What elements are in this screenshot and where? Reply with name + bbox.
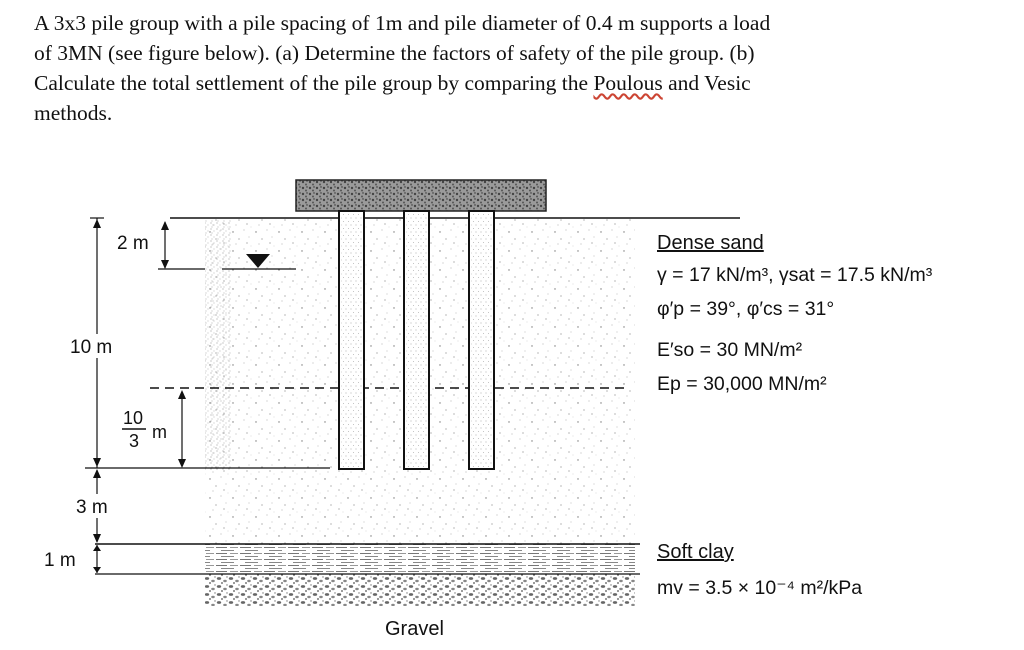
dimension-label-10m: 10 m — [70, 337, 113, 358]
arrowhead-icon — [178, 390, 186, 399]
dimension-label-3m: 3 m — [76, 497, 108, 518]
pile-cap — [296, 180, 546, 211]
arrowhead-icon — [93, 567, 101, 573]
dense-sand-title: Dense sand — [657, 232, 764, 254]
arrowhead-icon — [93, 534, 101, 543]
arrowhead-icon — [93, 219, 101, 228]
arrowhead-icon — [178, 459, 186, 468]
dense-sand-friction-angles: φ′p = 39°, φ′cs = 31° — [657, 298, 835, 320]
dense-sand-texture-strip — [205, 220, 231, 470]
dimension-label-2m: 2 m — [117, 233, 149, 254]
fraction-unit: m — [152, 422, 167, 442]
problem-line-2: of 3MN (see figure below). (a) Determine the factors of safety of the pile group. (b) — [34, 41, 755, 65]
fraction-denominator: 3 — [129, 431, 140, 451]
spellcheck-flagged-word: Poulous — [593, 71, 663, 95]
pile-elastic-modulus: Ep = 30,000 MN/m² — [657, 373, 827, 395]
soft-clay-compressibility: mv = 3.5 × 10⁻⁴ m²/kPa — [657, 577, 863, 599]
gravel-label: Gravel — [385, 618, 444, 640]
problem-line-3-end: and Vesic — [662, 71, 751, 95]
soft-clay-title: Soft clay — [657, 541, 734, 563]
arrowhead-icon — [93, 458, 101, 467]
dimension-label-1m: 1 m — [44, 550, 76, 571]
problem-line-3-start: Calculate the total settlement of the pile group by comparing the — [34, 71, 594, 95]
arrowhead-icon — [161, 260, 169, 269]
problem-line-4: methods. — [34, 101, 113, 125]
pile-texture — [406, 213, 427, 467]
dense-sand-unit-weights: γ = 17 kN/m³, γsat = 17.5 kN/m³ — [657, 264, 933, 286]
arrowhead-icon — [93, 469, 101, 478]
pile-texture — [471, 213, 492, 467]
gravel-layer — [205, 574, 635, 606]
dense-sand-soil-modulus: E′so = 30 MN/m² — [657, 339, 803, 361]
arrowhead-icon — [93, 545, 101, 551]
soft-clay-layer — [205, 544, 635, 574]
pile-texture — [341, 213, 362, 467]
fraction-numerator: 10 — [123, 408, 144, 428]
problem-line-1: A 3x3 pile group with a pile spacing of 1m and pile diameter of 0.4 m supports a load — [34, 11, 771, 35]
arrowhead-icon — [161, 221, 169, 230]
